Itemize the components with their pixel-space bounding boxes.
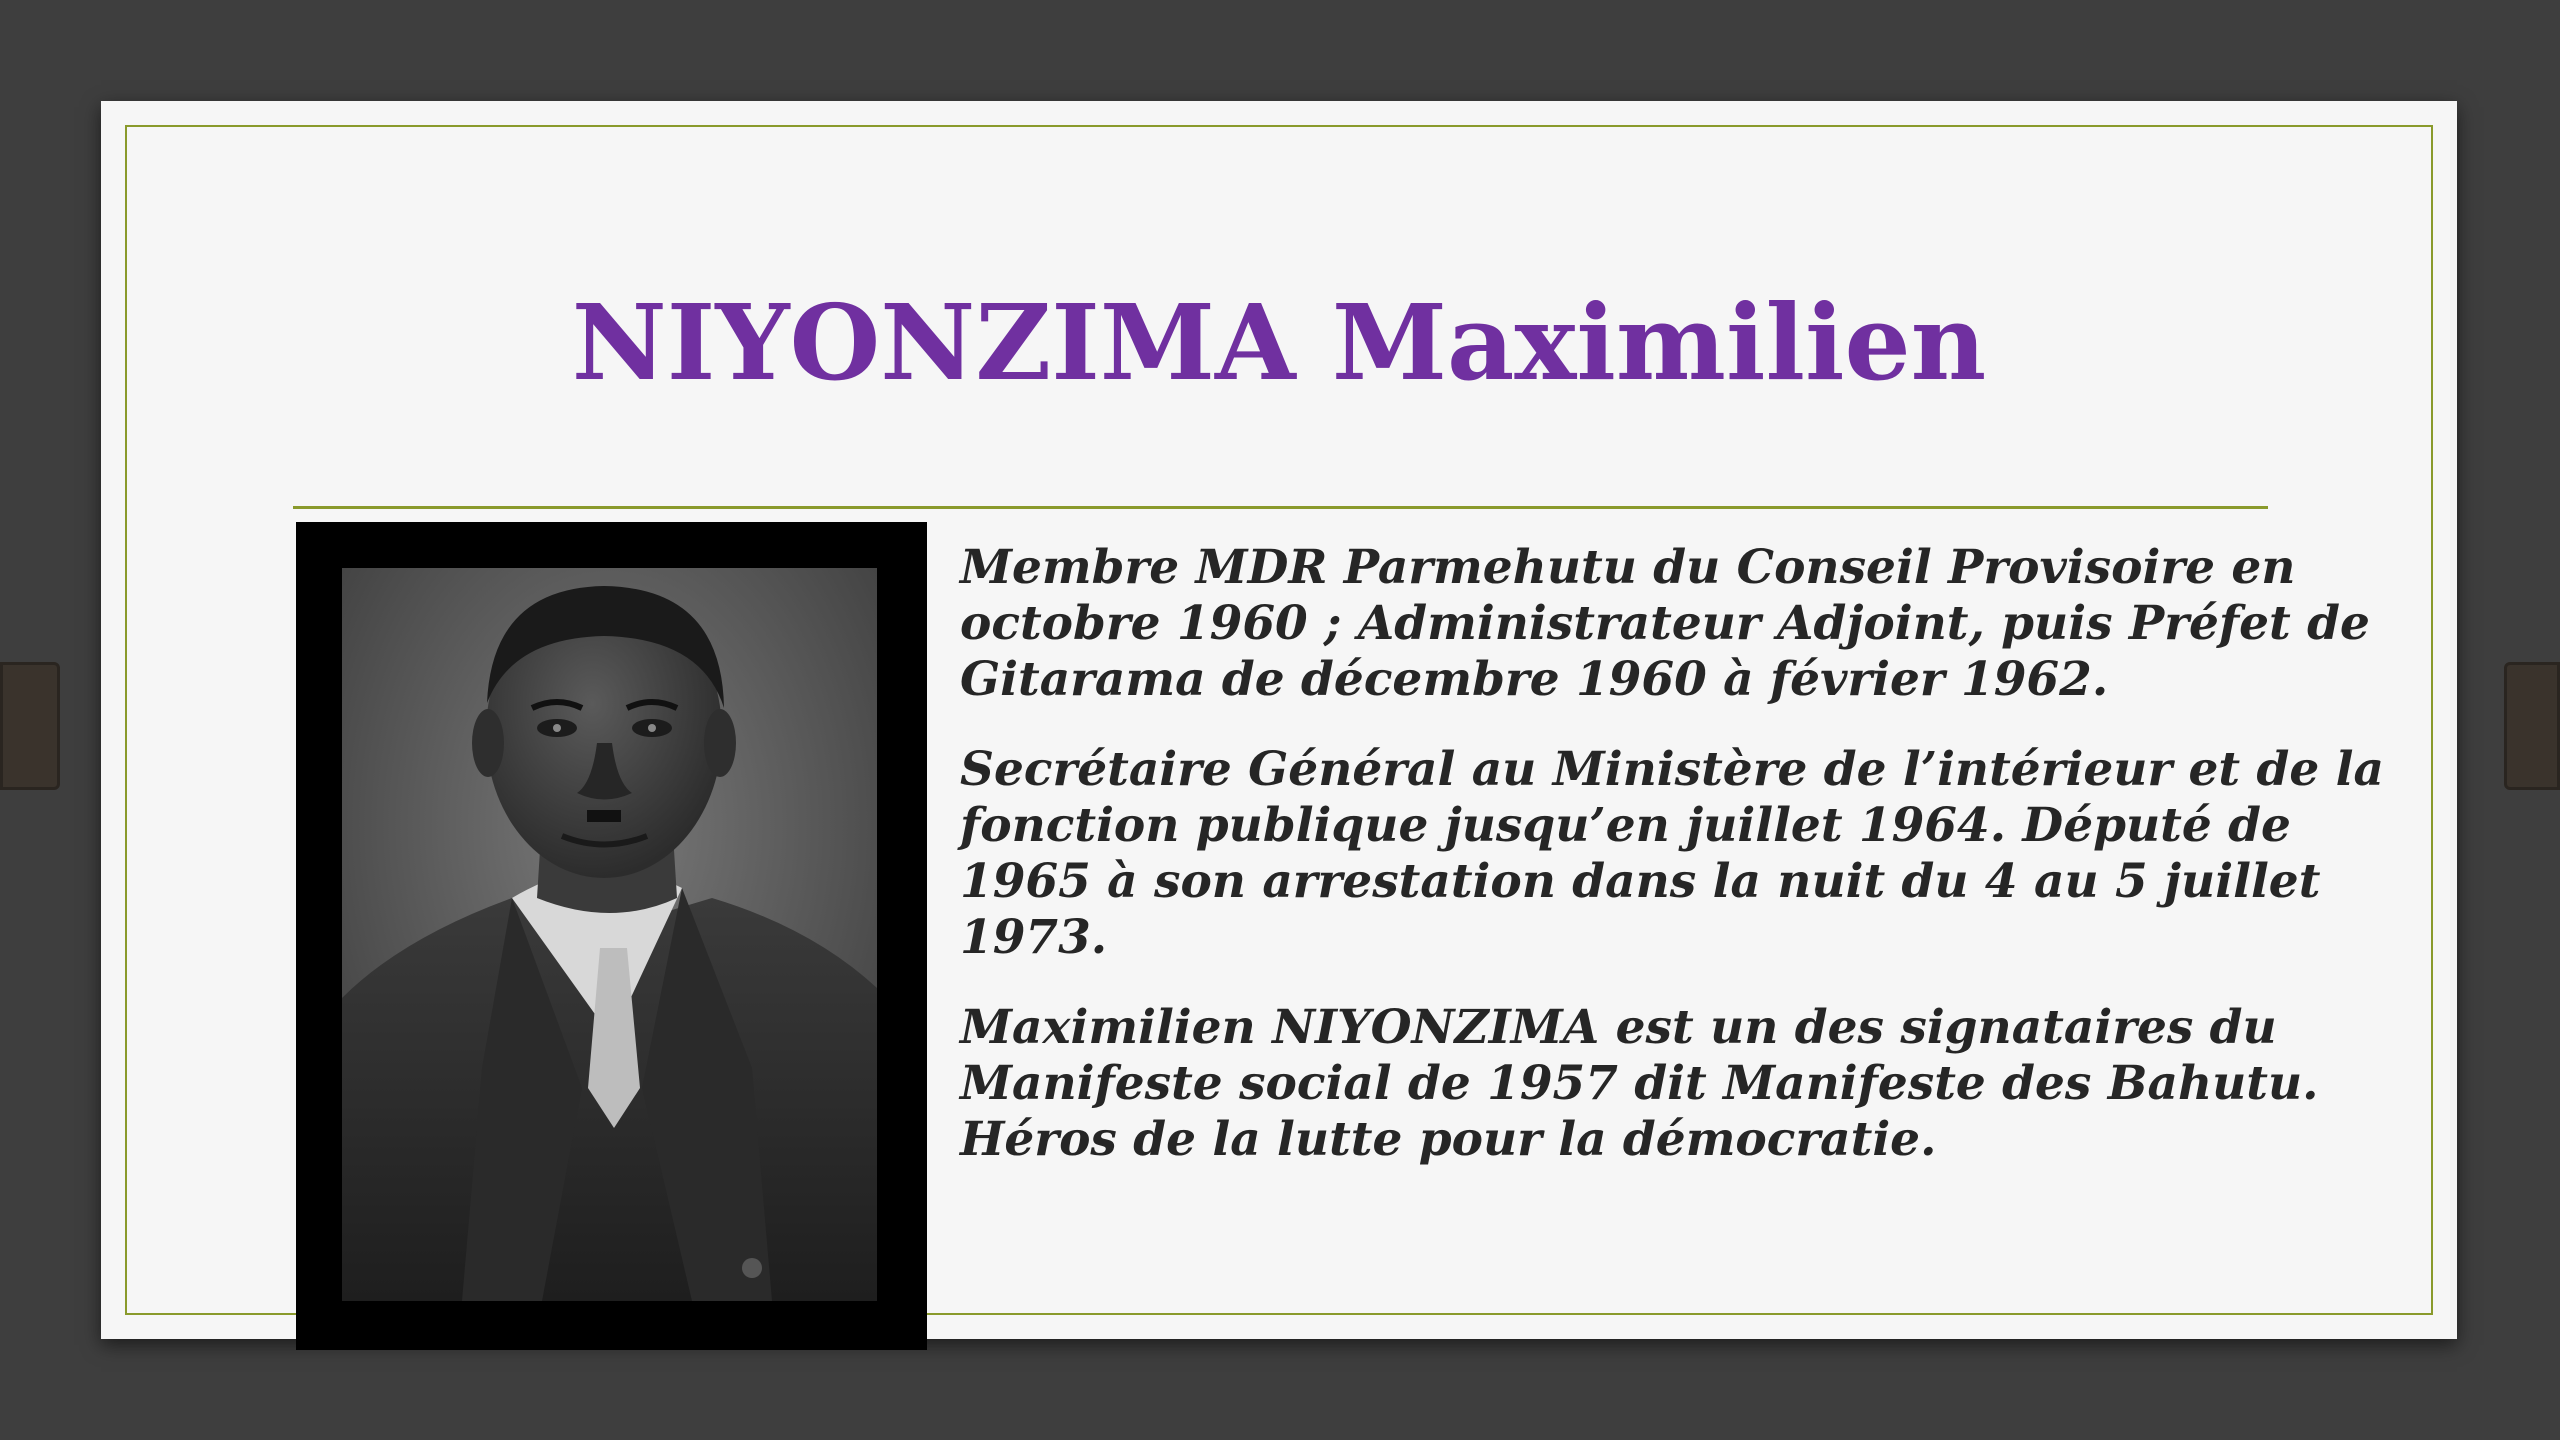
left-side-tab <box>0 662 60 790</box>
bio-paragraph-3: Maximilien NIYONZIMA est un des signataires du Manifeste social de 1957 dit Manifeste des Bahutu. Héros de la lutte pour la démocratie. <box>960 1000 2319 1167</box>
bio-paragraph-1: Membre MDR Parmehutu du Conseil Provisoire en octobre 1960 ; Administrateur Adjoint, puis Préfet de Gitarama de décembre 1960 à février 1962. <box>960 540 2370 707</box>
slide-title: NIYONZIMA Maximilien <box>571 281 1987 404</box>
bio-paragraph-2: Secrétaire Général au Ministère de l’intérieur et de la fonction publique jusqu’en juillet 1964. Député de 1965 à son arrestation dans la nuit du 4 au 5 juillet 1973. <box>960 742 2384 965</box>
portrait-illustration <box>342 568 877 1301</box>
portrait-photo <box>342 568 877 1301</box>
biography-text <box>960 540 2400 1202</box>
title-divider <box>293 506 2268 509</box>
right-side-tab <box>2504 662 2560 790</box>
portrait-frame <box>296 522 927 1350</box>
